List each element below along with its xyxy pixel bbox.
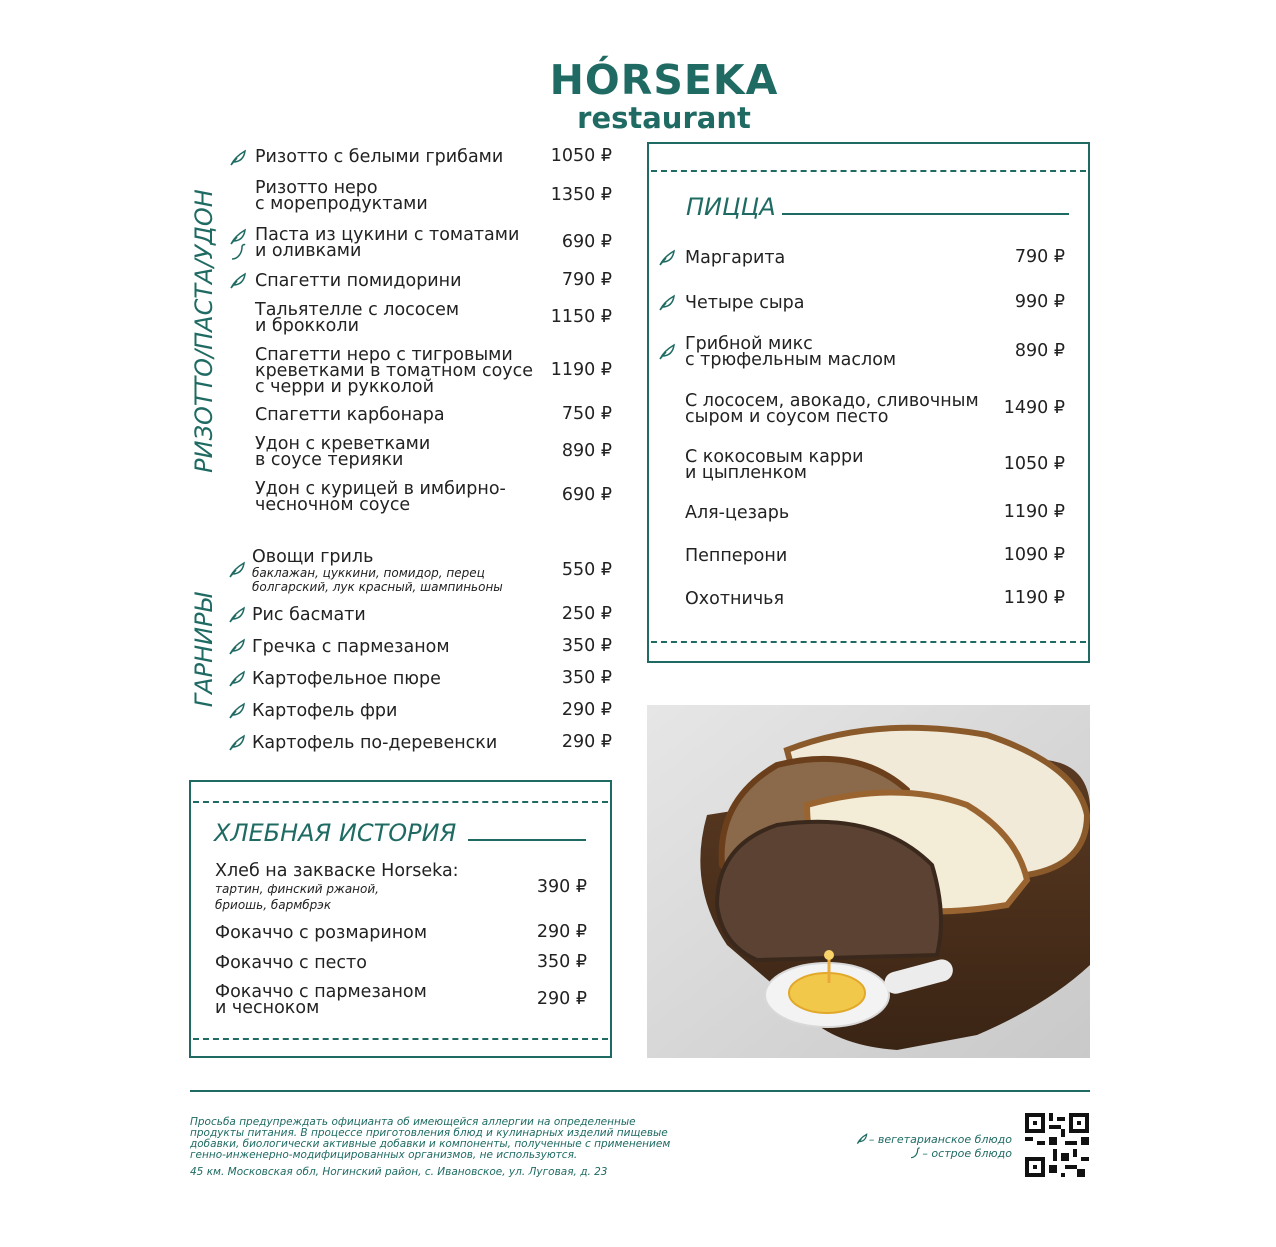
menu-item xyxy=(255,148,612,168)
legend-veg-label: – вегетарианское блюдо xyxy=(868,1133,1012,1146)
item-name: Пепперони xyxy=(685,546,788,566)
item-price: 750 ₽ xyxy=(561,404,612,424)
item-price: 1350 ₽ xyxy=(550,185,612,205)
item-price: 350 ₽ xyxy=(561,668,612,688)
item-price: 290 ₽ xyxy=(536,922,587,942)
item-name: Аля-цезарь xyxy=(685,503,790,523)
menu-item xyxy=(252,734,612,754)
menu-item xyxy=(215,984,587,1018)
item-price: 790 ₽ xyxy=(561,270,612,290)
menu-item xyxy=(255,406,612,426)
item-name-line2: и чесноком xyxy=(215,998,320,1018)
item-name: Фокаччо с розмарином xyxy=(215,923,428,943)
item-price: 1050 ₽ xyxy=(550,146,612,166)
menu-item xyxy=(215,863,587,913)
item-price: 1190 ₽ xyxy=(550,360,612,380)
menu-item xyxy=(685,590,1065,610)
item-name: Спагетти карбонара xyxy=(255,405,445,425)
pizza-box-top-dash xyxy=(651,170,1086,172)
vegetarian-leaf-icon xyxy=(657,343,677,361)
menu-item xyxy=(255,436,612,470)
menu-item xyxy=(255,180,612,214)
vegetarian-leaf-icon xyxy=(228,272,248,290)
item-price: 1150 ₽ xyxy=(550,307,612,327)
item-name: Ризотто с белыми грибами xyxy=(255,147,504,167)
menu-item xyxy=(685,547,1065,567)
qr-code xyxy=(1025,1113,1089,1177)
address: 45 км. Московская обл, Ногинский район, с. Ивановское, ул. Луговая, д. 23 xyxy=(190,1166,608,1178)
menu-item xyxy=(255,347,612,397)
item-name: Рис басмати xyxy=(252,605,366,625)
item-price: 290 ₽ xyxy=(536,989,587,1009)
item-price: 1090 ₽ xyxy=(1003,545,1065,565)
legend-spicy-label: – острое блюдо xyxy=(922,1147,1012,1160)
item-price: 990 ₽ xyxy=(1014,292,1065,312)
item-name: Овощи гриль xyxy=(252,547,374,567)
spicy-chili-icon xyxy=(908,1147,922,1159)
allergy-note: Просьба предупреждать официанта об имеющейся аллергии на определенные продукты питания. В процессе приготовления блюд и кулинарных изделий пищевые добавки, биологически активные добавки и компоненты, полученные с применением генно-инженерно-модифицированных организмов, не используются. xyxy=(190,1116,671,1161)
menu-item xyxy=(215,924,587,944)
item-price: 290 ₽ xyxy=(561,732,612,752)
vegetarian-leaf-icon xyxy=(657,249,677,267)
item-name: Удон с креветками xyxy=(255,434,431,454)
menu-item xyxy=(685,393,1065,427)
pizza-title-underline xyxy=(782,213,1069,215)
item-price: 890 ₽ xyxy=(1014,341,1065,361)
item-name-line3: с черри и рукколой xyxy=(255,377,434,397)
menu-item xyxy=(252,606,612,626)
menu-item xyxy=(685,449,1065,483)
item-name: Хлеб на закваске Horseka: xyxy=(215,861,459,881)
item-name: Картофель по-деревенски xyxy=(252,733,498,753)
bread-box-bottom-dash xyxy=(193,1038,608,1040)
section-title-bread: ХЛЕБНАЯ ИСТОРИЯ xyxy=(214,819,457,847)
item-price: 1190 ₽ xyxy=(1003,502,1065,522)
item-name-line2: чесночном соусе xyxy=(255,495,411,515)
item-price: 1050 ₽ xyxy=(1003,454,1065,474)
item-name: С кокосовым карри xyxy=(685,447,864,467)
item-name-line2: в соусе терияки xyxy=(255,450,404,470)
item-price: 350 ₽ xyxy=(536,952,587,972)
vegetarian-leaf-icon xyxy=(227,561,247,579)
brand-logo: HÓRSEKA xyxy=(549,56,779,104)
item-name-line2: и цыпленком xyxy=(685,463,807,483)
legend-spicy xyxy=(908,1147,1012,1161)
menu-item xyxy=(252,638,612,658)
menu-item xyxy=(252,549,612,595)
menu-item xyxy=(685,294,1065,314)
menu-item xyxy=(685,336,1065,370)
vegetarian-leaf-icon xyxy=(228,149,248,167)
item-description: баклажан, цуккини, помидор, перец xyxy=(252,566,485,580)
vegetarian-leaf-icon xyxy=(227,638,247,656)
item-description: тартин, финский ржаной, xyxy=(215,882,379,896)
item-name: Спагетти неро с тигровыми xyxy=(255,345,513,365)
item-name: Грибной микс xyxy=(685,334,813,354)
menu-item xyxy=(252,702,612,722)
item-name: Маргарита xyxy=(685,248,786,268)
menu-item xyxy=(685,504,1065,524)
bread-title-underline xyxy=(468,839,586,841)
item-price: 1190 ₽ xyxy=(1003,588,1065,608)
menu-item xyxy=(255,302,612,336)
vegetarian-leaf-icon xyxy=(227,606,247,624)
item-price: 1490 ₽ xyxy=(1003,398,1065,418)
vegetarian-leaf-icon xyxy=(227,702,247,720)
section-title-pizza: ПИЦЦА xyxy=(686,193,776,221)
item-price: 550 ₽ xyxy=(561,560,612,580)
item-price: 390 ₽ xyxy=(536,877,587,897)
item-name: Удон с курицей в имбирно- xyxy=(255,479,506,499)
menu-item xyxy=(255,272,612,292)
item-name: Четыре сыра xyxy=(685,293,805,313)
item-name: Ризотто неро xyxy=(255,178,378,198)
vegetarian-leaf-icon xyxy=(855,1133,869,1145)
footer-divider xyxy=(190,1090,1090,1092)
item-price: 690 ₽ xyxy=(561,485,612,505)
item-name: Спагетти помидорини xyxy=(255,271,462,291)
vegetarian-leaf-icon xyxy=(657,294,677,312)
item-price: 690 ₽ xyxy=(561,232,612,252)
item-price: 790 ₽ xyxy=(1014,247,1065,267)
item-name: Картофельное пюре xyxy=(252,669,441,689)
item-description-line2: болгарский, лук красный, шампиньоны xyxy=(252,580,503,594)
item-name-line2: и оливками xyxy=(255,241,362,261)
legend-veg xyxy=(855,1133,1012,1147)
item-name: С лососем, авокадо, сливочным xyxy=(685,391,979,411)
item-name-line2: с трюфельным маслом xyxy=(685,350,897,370)
vegetarian-leaf-icon xyxy=(227,670,247,688)
item-name: Картофель фри xyxy=(252,701,398,721)
item-name-line2: сыром и соусом песто xyxy=(685,407,889,427)
bread-photo xyxy=(647,705,1090,1058)
item-name: Гречка с пармезаном xyxy=(252,637,450,657)
pizza-box-bottom-dash xyxy=(651,641,1086,643)
item-name-line2: креветками в томатном соусе xyxy=(255,361,534,381)
item-name: Паста из цукини с томатами xyxy=(255,225,520,245)
menu-item xyxy=(685,249,1065,269)
item-name: Тальятелле с лососем xyxy=(255,300,460,320)
bread-box-top-dash xyxy=(193,801,608,803)
menu-item xyxy=(252,670,612,690)
menu-item xyxy=(255,227,612,261)
menu-item xyxy=(255,481,612,515)
vegetarian-leaf-icon xyxy=(227,734,247,752)
bread-illustration xyxy=(647,705,1090,1058)
item-price: 350 ₽ xyxy=(561,636,612,656)
section-title-garnish: ГАРНИРЫ xyxy=(190,592,218,708)
section-title-risotto: РИЗОТТО/ПАСТА/УДОН xyxy=(190,189,218,473)
item-name: Охотничья xyxy=(685,589,785,609)
menu-item xyxy=(215,954,587,974)
brand-subtitle: restaurant xyxy=(577,101,751,135)
spicy-chili-icon xyxy=(228,243,248,261)
item-price: 250 ₽ xyxy=(561,604,612,624)
item-name-line2: с морепродуктами xyxy=(255,194,428,214)
item-name: Фокаччо с песто xyxy=(215,953,367,973)
item-name: Фокаччо с пармезаном xyxy=(215,982,427,1002)
item-price: 290 ₽ xyxy=(561,700,612,720)
item-name-line2: и брокколи xyxy=(255,316,359,336)
item-description-line2: бриошь, бармбрэк xyxy=(215,898,332,912)
item-price: 890 ₽ xyxy=(561,441,612,461)
